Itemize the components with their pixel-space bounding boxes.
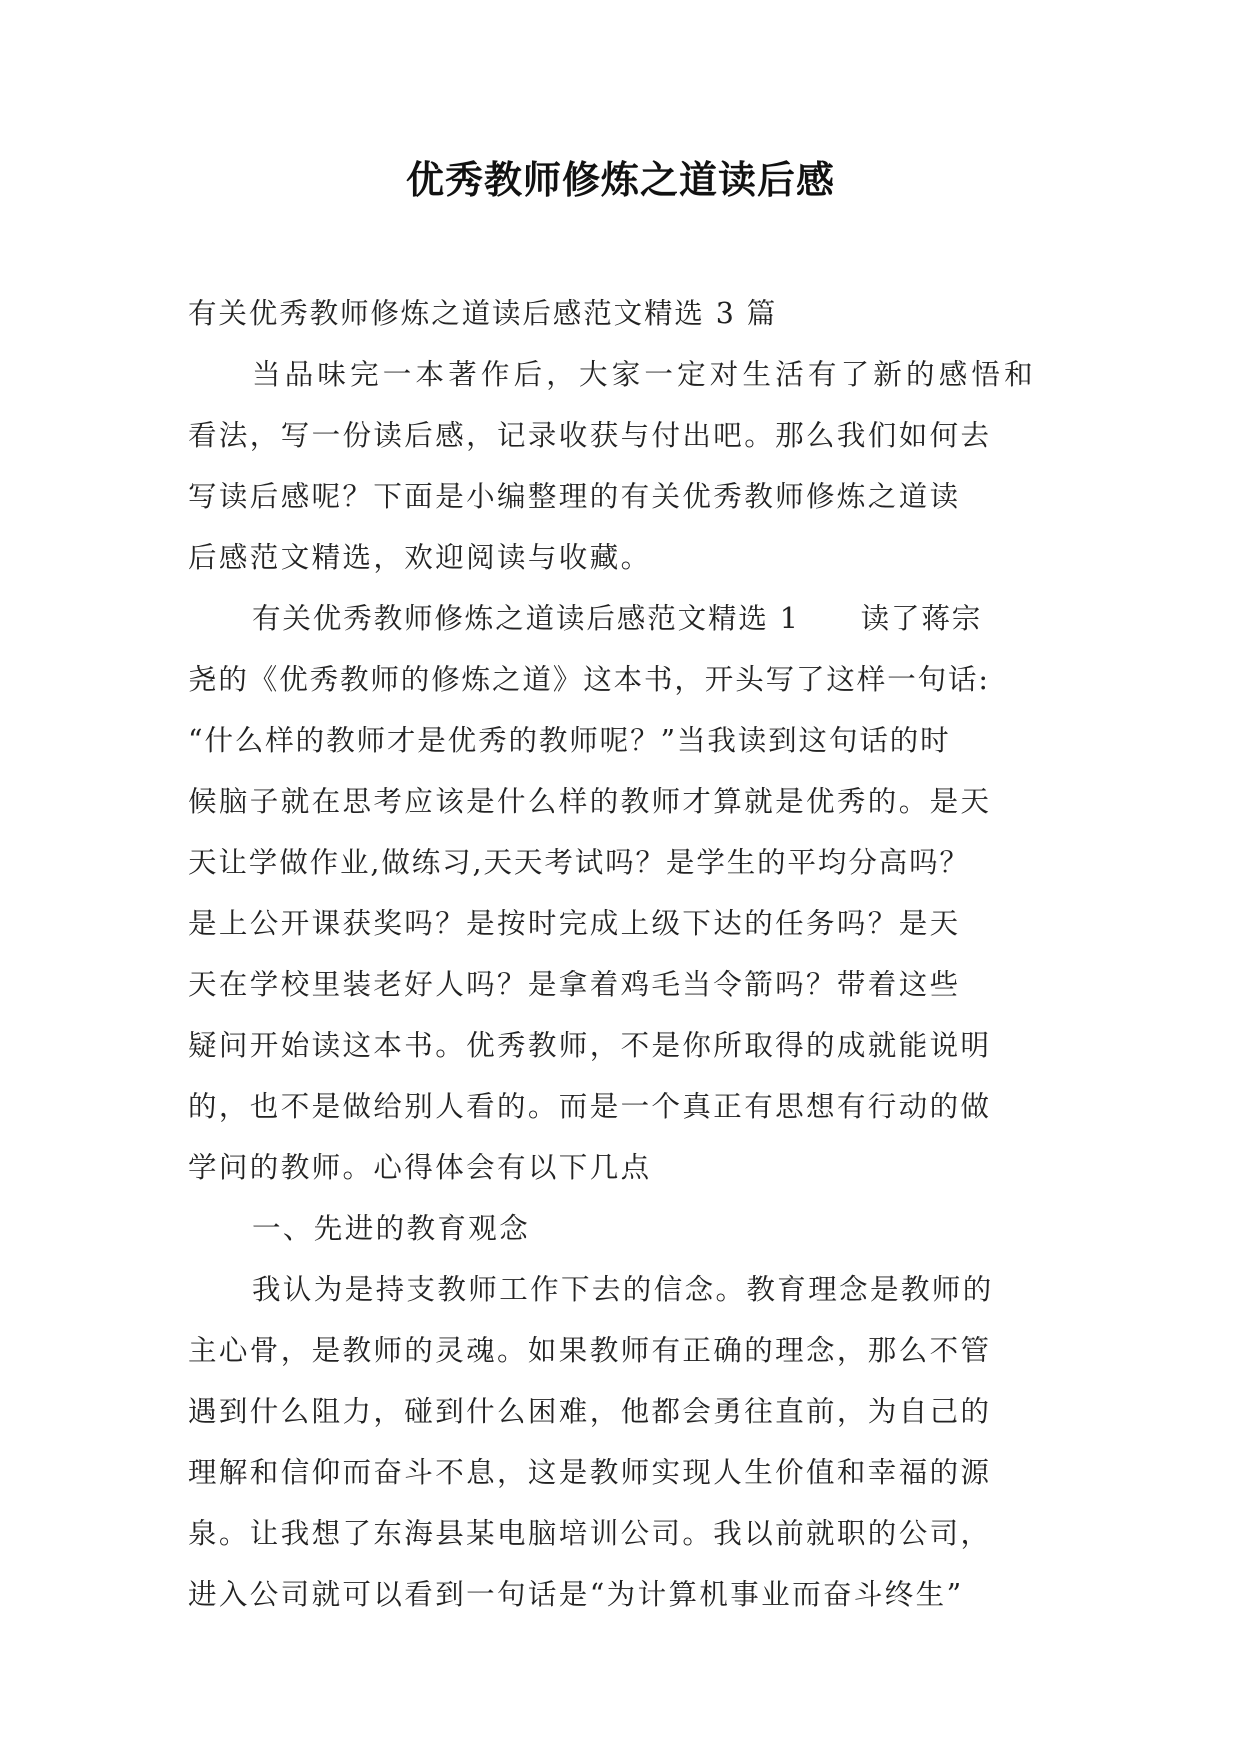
paragraph-line: 有关优秀教师修炼之道读后感范文精选 1 读了蒋宗 [252,602,983,635]
paragraph-line: “什么样的教师才是优秀的教师呢？”当我读到这句话的时 [188,724,951,757]
paragraph-line: 遇到什么阻力，碰到什么困难，他都会勇往直前，为自己的 [188,1395,992,1428]
paragraph-line: 后感范文精选，欢迎阅读与收藏。 [188,541,652,574]
paragraph-line: 看法，写一份读后感，记录收获与付出吧。那么我们如何去 [188,419,992,452]
document-title: 优秀教师修炼之道读后感 [405,158,835,202]
paragraph-line: 是上公开课获奖吗？是按时完成上级下达的任务吗？是天 [188,907,961,940]
paragraph-line: 疑问开始读这本书。优秀教师，不是你所取得的成就能说明 [188,1029,992,1062]
paragraph-line: 天在学校里装老好人吗？是拿着鸡毛当令箭吗？带着这些 [188,968,961,1001]
paragraph-line: 的，也不是做给别人看的。而是一个真正有思想有行动的做 [188,1090,992,1123]
subtitle-line: 有关优秀教师修炼之道读后感范文精选 3 篇 [188,297,778,330]
paragraph-line: 尧的《优秀教师的修炼之道》这本书，开头写了这样一句话: [188,663,990,696]
paragraph-line: 当品味完一本著作后，大家一定对生活有了新的感悟和 [252,358,1037,391]
paragraph-line: 进入公司就可以看到一句话是“为计算机事业而奋斗终生” [188,1578,964,1611]
paragraph-line: 泉。让我想了东海县某电脑培训公司。我以前就职的公司， [188,1517,992,1550]
paragraph-line: 学问的教师。心得体会有以下几点 [188,1151,652,1184]
section-heading-line: 一、先进的教育观念 [252,1212,531,1245]
paragraph-line: 候脑子就在思考应该是什么样的教师才算就是优秀的。是天 [188,785,992,818]
document-body [188,283,1048,1625]
paragraph-line: 写读后感呢？下面是小编整理的有关优秀教师修炼之道读 [188,480,961,513]
paragraph-line: 理解和信仰而奋斗不息，这是教师实现人生价值和幸福的源 [188,1456,992,1489]
paragraph-line: 我认为是持支教师工作下去的信念。教育理念是教师的 [252,1273,994,1306]
paragraph-line: 主心骨，是教师的灵魂。如果教师有正确的理念，那么不管 [188,1334,992,1367]
paragraph-line: 天让学做作业,做练习,天天考试吗？是学生的平均分高吗？ [188,846,970,879]
